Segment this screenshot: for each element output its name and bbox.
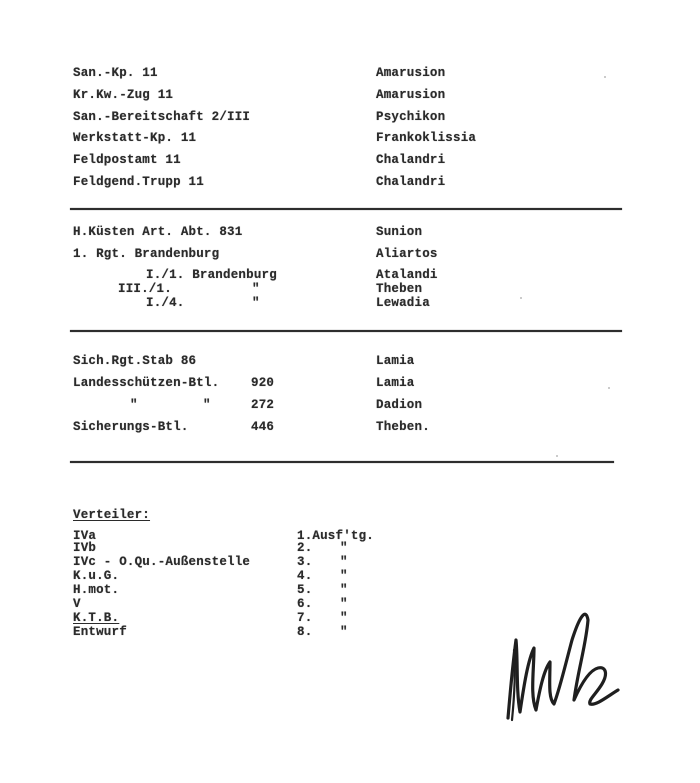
- distribution-recipient: V: [73, 597, 81, 611]
- ditto-mark: ": [340, 625, 348, 639]
- unit-location: Frankoklissia: [376, 131, 477, 145]
- divider-rule: [70, 461, 614, 463]
- ditto-mark: ": [340, 541, 348, 555]
- unit-location: Chalandri: [376, 175, 446, 189]
- distribution-recipient: H.mot.: [73, 583, 120, 597]
- unit-location: Theben.: [376, 420, 430, 434]
- ditto-mark: ": [252, 282, 260, 296]
- copy-number: 1.Ausf'tg.: [297, 529, 375, 543]
- unit-name: I./4.: [146, 296, 185, 310]
- unit-name: Sich.Rgt.Stab 86: [73, 354, 197, 368]
- divider-rule: [70, 208, 622, 210]
- ditto-mark: ": [130, 398, 138, 412]
- unit-location: Psychikon: [376, 110, 446, 124]
- distribution-recipient: IVb: [73, 541, 97, 555]
- unit-location: Sunion: [376, 225, 423, 239]
- unit-name: Werkstatt-Kp. 11: [73, 131, 197, 145]
- copy-number: 3.: [297, 555, 313, 569]
- unit-name: Sicherungs-Btl.: [73, 420, 189, 434]
- scan-speck: [608, 387, 610, 389]
- ditto-mark: ": [340, 611, 348, 625]
- distribution-recipient: IVa: [73, 529, 97, 543]
- unit-name: Kr.Kw.-Zug 11: [73, 88, 174, 102]
- unit-location: Aliartos: [376, 247, 438, 261]
- unit-number: 446: [251, 420, 275, 434]
- unit-location: Theben: [376, 282, 423, 296]
- distribution-heading: Verteiler:: [73, 508, 151, 522]
- copy-number: 4.: [297, 569, 313, 583]
- ditto-mark: ": [252, 296, 260, 310]
- unit-name: San.-Kp. 11: [73, 66, 158, 80]
- distribution-recipient: IVc - O.Qu.-Außenstelle: [73, 555, 251, 569]
- distribution-recipient: Entwurf: [73, 625, 127, 639]
- ditto-mark: ": [340, 569, 348, 583]
- scan-speck: [520, 297, 522, 299]
- copy-number: 6.: [297, 597, 313, 611]
- ditto-mark: ": [340, 583, 348, 597]
- distribution-recipient: K.u.G.: [73, 569, 120, 583]
- unit-number: 920: [251, 376, 275, 390]
- unit-name: Feldpostamt 11: [73, 153, 181, 167]
- unit-name: III./1.: [118, 282, 172, 296]
- unit-location: Lewadia: [376, 296, 430, 310]
- copy-number: 8.: [297, 625, 313, 639]
- ditto-mark: ": [340, 597, 348, 611]
- unit-name: H.Küsten Art. Abt. 831: [73, 225, 243, 239]
- signature: [490, 600, 630, 730]
- copy-number: 5.: [297, 583, 313, 597]
- divider-rule: [70, 330, 622, 332]
- ditto-mark: ": [340, 555, 348, 569]
- copy-number: 2.: [297, 541, 313, 555]
- unit-name: Landesschützen-Btl.: [73, 376, 220, 390]
- unit-location: Dadion: [376, 398, 423, 412]
- unit-number: 272: [251, 398, 275, 412]
- scan-speck: [556, 455, 558, 457]
- unit-location: Chalandri: [376, 153, 446, 167]
- ditto-mark: ": [203, 398, 211, 412]
- unit-name: San.-Bereitschaft 2/III: [73, 110, 251, 124]
- unit-name: 1. Rgt. Brandenburg: [73, 247, 220, 261]
- unit-location: Amarusion: [376, 88, 446, 102]
- unit-location: Lamia: [376, 354, 415, 368]
- unit-name: I./1. Brandenburg: [146, 268, 277, 282]
- unit-location: Lamia: [376, 376, 415, 390]
- copy-number: 7.: [297, 611, 313, 625]
- unit-location: Amarusion: [376, 66, 446, 80]
- unit-location: Atalandi: [376, 268, 438, 282]
- unit-name: Feldgend.Trupp 11: [73, 175, 204, 189]
- scan-speck: [604, 76, 606, 78]
- distribution-recipient: K.T.B.: [73, 611, 120, 625]
